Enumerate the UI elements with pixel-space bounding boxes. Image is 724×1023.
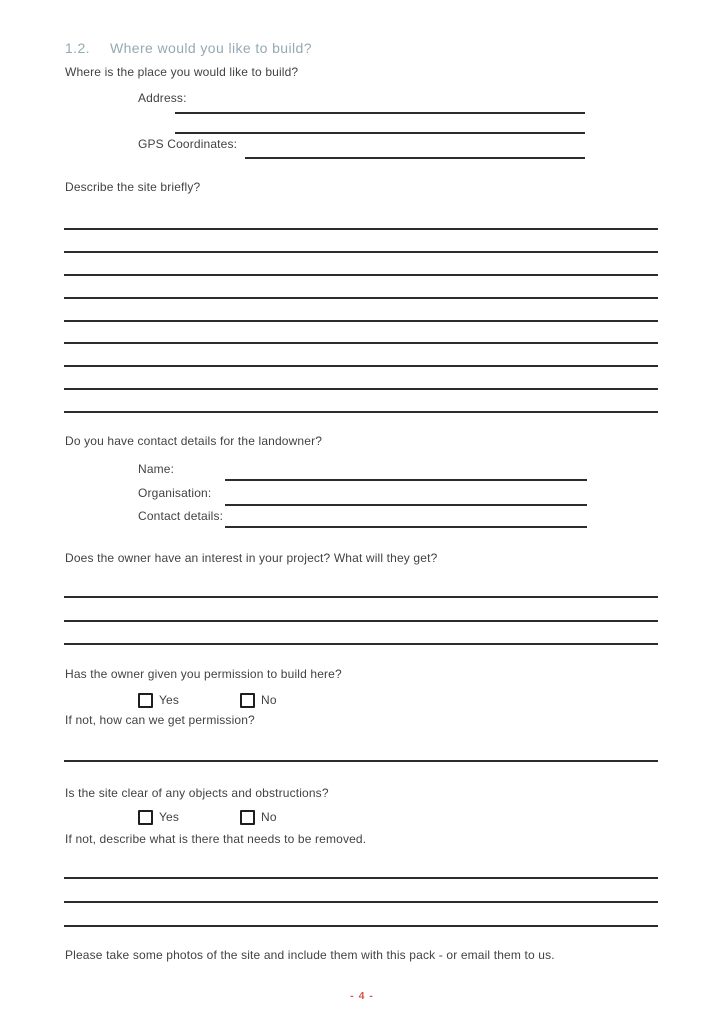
write-in-line[interactable]	[64, 901, 658, 903]
describe-answer-lines	[64, 228, 658, 413]
question-site-clear: Is the site clear of any objects and obstructions?	[65, 786, 329, 800]
photos-note: Please take some photos of the site and include them with this pack - or email them to us.	[65, 948, 555, 962]
permission-no-checkbox[interactable]	[240, 693, 255, 708]
site-clear-options	[0, 810, 724, 826]
permission-yes-checkbox[interactable]	[138, 693, 153, 708]
site-clear-yes-checkbox[interactable]	[138, 810, 153, 825]
interest-answer-lines	[64, 596, 658, 645]
contact-details-label: Contact details:	[138, 509, 224, 523]
write-in-line[interactable]	[64, 411, 658, 413]
write-in-line[interactable]	[64, 596, 658, 598]
write-in-line[interactable]	[64, 228, 658, 230]
permission-options	[0, 693, 724, 709]
site-clear-yes-label: Yes	[159, 810, 180, 824]
write-in-line[interactable]	[64, 251, 658, 253]
organisation-label: Organisation:	[138, 486, 212, 500]
contact-details-write-in-line[interactable]	[225, 526, 587, 528]
write-in-line[interactable]	[64, 320, 658, 322]
question-where-to-build: Where is the place you would like to build?	[65, 65, 299, 79]
page-number: - 4 -	[350, 990, 374, 1002]
site-clear-no-checkbox[interactable]	[240, 810, 255, 825]
site-clear-answer-lines	[64, 877, 658, 927]
question-permission-followup: If not, how can we get permission?	[65, 713, 255, 727]
name-label: Name:	[138, 462, 175, 476]
name-write-in-line[interactable]	[225, 479, 587, 481]
question-owner-interest: Does the owner have an interest in your project? What will they get?	[65, 551, 438, 565]
write-in-line[interactable]	[64, 388, 658, 390]
site-clear-no-label: No	[261, 810, 277, 824]
section-heading	[65, 40, 312, 56]
write-in-line[interactable]	[64, 877, 658, 879]
address-write-in-line[interactable]	[175, 132, 585, 134]
address-label: Address:	[138, 91, 187, 105]
write-in-line[interactable]	[64, 760, 658, 762]
section-title: Where would you like to build?	[110, 40, 312, 56]
question-landowner-contact: Do you have contact details for the landowner?	[65, 434, 323, 448]
organisation-write-in-line[interactable]	[225, 504, 587, 506]
permission-yes-label: Yes	[159, 693, 180, 707]
write-in-line[interactable]	[64, 297, 658, 299]
section-number: 1.2.	[65, 40, 90, 56]
write-in-line[interactable]	[64, 925, 658, 927]
write-in-line[interactable]	[64, 643, 658, 645]
question-permission: Has the owner given you permission to build here?	[65, 667, 342, 681]
write-in-line[interactable]	[64, 365, 658, 367]
gps-coordinates-label: GPS Coordinates:	[138, 137, 238, 151]
write-in-line[interactable]	[64, 342, 658, 344]
write-in-line[interactable]	[64, 274, 658, 276]
permission-answer-lines	[64, 760, 658, 762]
address-write-in-line[interactable]	[175, 112, 585, 114]
question-site-clear-followup: If not, describe what is there that needs to be removed.	[65, 832, 367, 846]
question-describe-site: Describe the site briefly?	[65, 180, 201, 194]
permission-no-label: No	[261, 693, 277, 707]
write-in-line[interactable]	[64, 620, 658, 622]
gps-write-in-line[interactable]	[245, 157, 585, 159]
